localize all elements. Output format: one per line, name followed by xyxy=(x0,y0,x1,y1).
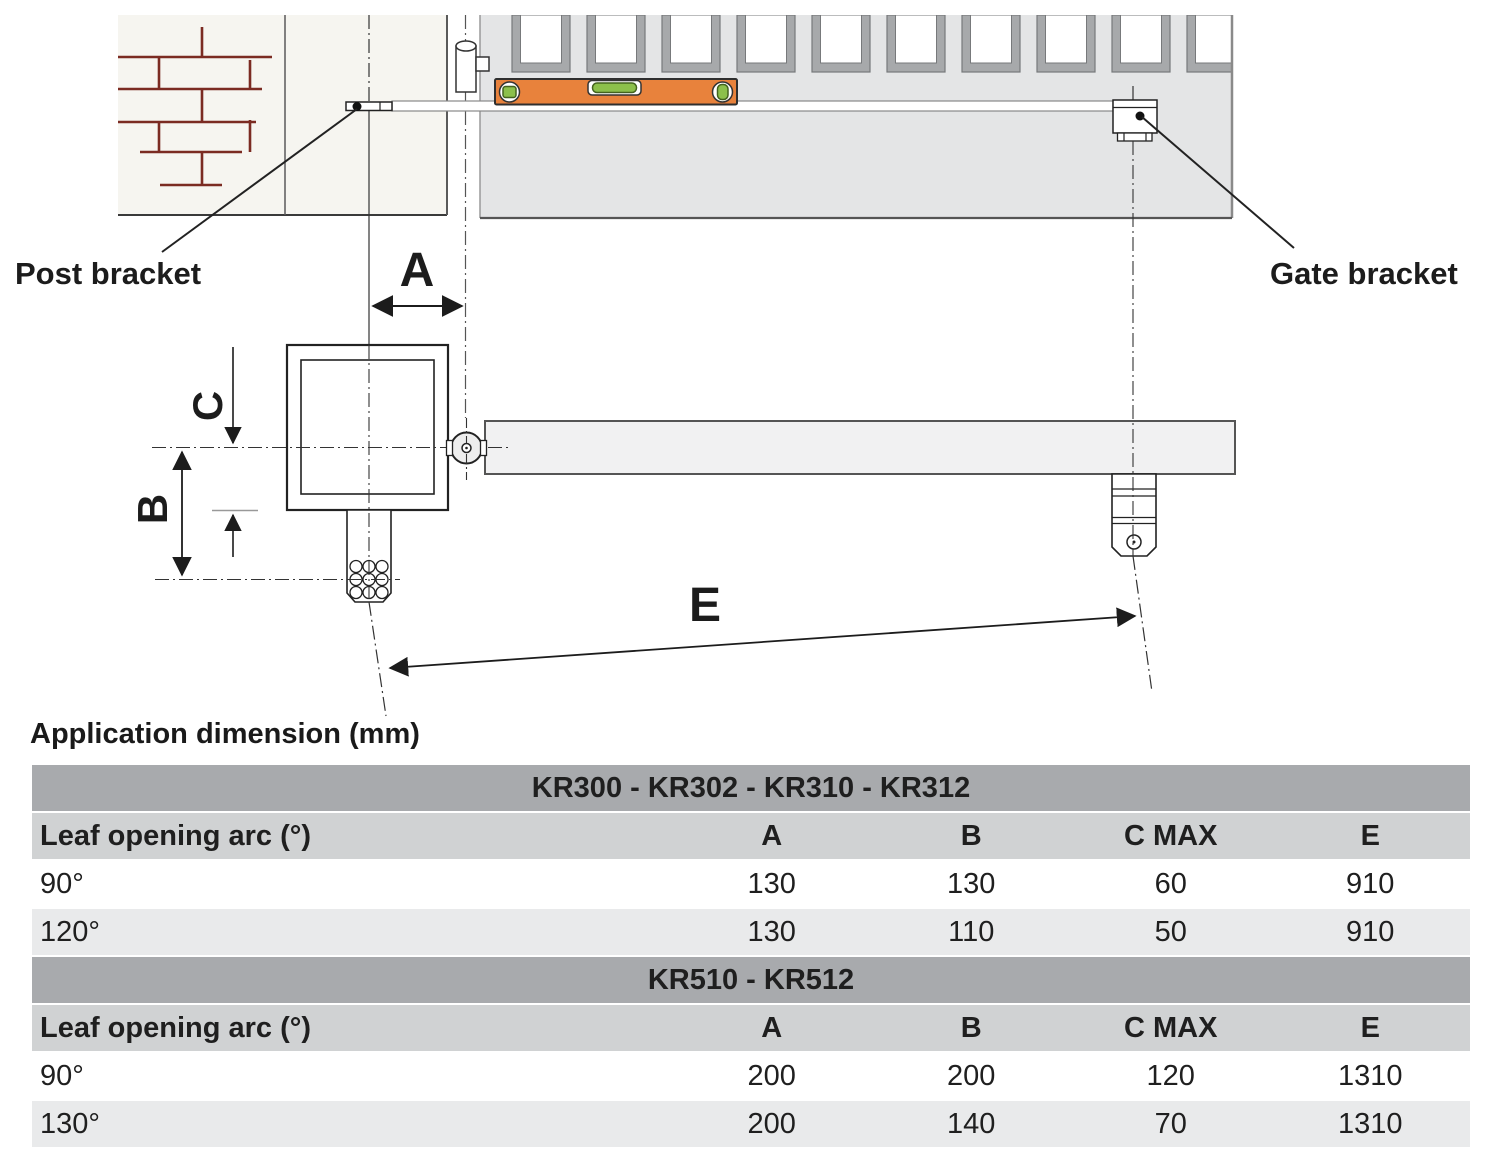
cell-a: 130 xyxy=(747,867,796,900)
cell-cmax: 60 xyxy=(1154,867,1187,900)
cell-b: 110 xyxy=(948,915,995,948)
cell-arc: 90° xyxy=(40,1059,84,1092)
cell-a: 200 xyxy=(747,1059,796,1092)
table-title: Application dimension (mm) xyxy=(30,718,420,750)
post-section xyxy=(287,345,448,510)
col-header-a: A xyxy=(761,819,783,852)
cell-a: 130 xyxy=(747,915,796,948)
cell-cmax: 70 xyxy=(1154,1107,1187,1140)
col-header-leaf-arc: Leaf opening arc (°) xyxy=(40,1011,312,1044)
table-column-header-row xyxy=(32,813,1470,859)
cell-b: 130 xyxy=(947,867,996,900)
spirit-level xyxy=(495,79,737,105)
actuator-body xyxy=(485,421,1235,474)
section-header-text: KR510 - KR512 xyxy=(647,963,855,996)
leaf-swing-axis-left xyxy=(369,602,386,716)
wall-and-post xyxy=(118,15,447,215)
gate-bracket-plan xyxy=(1112,474,1156,556)
dimension-a xyxy=(373,244,462,306)
table-section-header-kr300 xyxy=(32,765,1470,811)
table-section-header-kr510 xyxy=(32,957,1470,1003)
cell-e: 1310 xyxy=(1337,1107,1403,1140)
cell-arc: 90° xyxy=(40,867,84,900)
leaf-swing-axis-right xyxy=(1133,556,1152,692)
cell-b: 140 xyxy=(947,1107,996,1140)
cell-cmax: 120 xyxy=(1146,1059,1195,1092)
col-header-leaf-arc: Leaf opening arc (°) xyxy=(40,819,312,852)
dimension-c-label: C xyxy=(184,390,231,422)
table-row xyxy=(32,1053,1470,1099)
table-row xyxy=(32,1101,1470,1147)
dimension-e-label: E xyxy=(688,579,722,632)
col-header-cmax: C MAX xyxy=(1124,819,1218,852)
table-row xyxy=(32,861,1470,907)
cell-e: 910 xyxy=(1346,915,1395,948)
dimension-c xyxy=(184,347,258,557)
col-header-a: A xyxy=(761,1011,783,1044)
dimension-a-label: A xyxy=(399,244,435,297)
cell-arc: 130° xyxy=(40,1107,100,1140)
dimension-e xyxy=(390,579,1135,668)
cell-a: 200 xyxy=(747,1107,796,1140)
gate-bracket-label: Gate bracket xyxy=(1270,256,1458,291)
dimension-b xyxy=(129,452,182,575)
dimension-b-label: B xyxy=(129,493,176,525)
arm-pivot xyxy=(447,418,487,480)
cell-b: 200 xyxy=(947,1059,996,1092)
col-header-b: B xyxy=(960,1011,982,1044)
cell-e: 1310 xyxy=(1337,1059,1403,1092)
col-header-e: E xyxy=(1360,1011,1380,1044)
table-row xyxy=(32,909,1470,955)
table-column-header-row xyxy=(32,1005,1470,1051)
cell-cmax: 50 xyxy=(1154,915,1187,948)
col-header-cmax: C MAX xyxy=(1124,1011,1218,1044)
application-dimension-table xyxy=(32,765,1470,1149)
post-bracket xyxy=(346,102,392,111)
cell-arc: 120° xyxy=(40,915,100,948)
col-header-e: E xyxy=(1360,819,1380,852)
col-header-b: B xyxy=(960,819,982,852)
section-header-text: KR300 - KR302 - KR310 - KR312 xyxy=(531,771,971,804)
cell-e: 910 xyxy=(1346,867,1395,900)
gate-bracket xyxy=(1113,100,1157,141)
post-bracket-label: Post bracket xyxy=(15,256,202,291)
